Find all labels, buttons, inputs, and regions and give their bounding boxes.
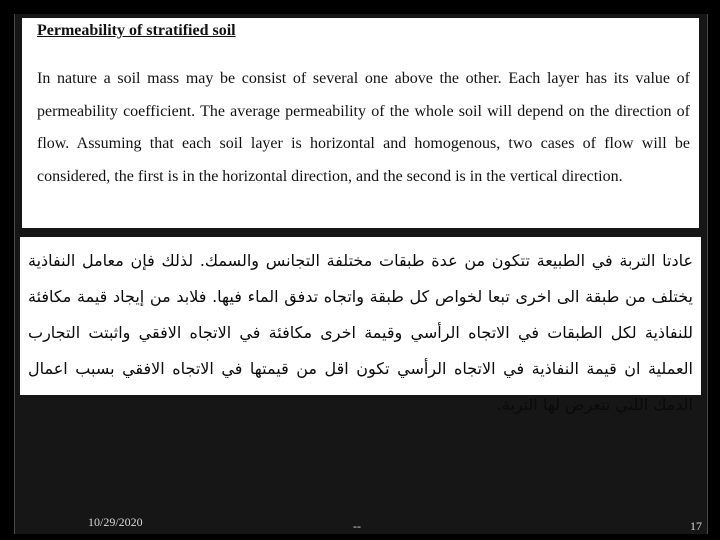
english-text-panel: [22, 18, 699, 228]
section-title: Permeability of stratified soil: [37, 22, 236, 39]
arabic-paragraph: عادتا التربة في الطبيعة تتكون من عدة طبقات مختلفة التجانس والسمك. لذلك فإن معامل النفاذية يختلف من طبقة الى اخرى تبعا لخواص كل طبقة واتجاه تدفق الماء فيها. فلابد من إيجاد قيمة مكافئة للنفاذية لكل الطبقات في الاتجاه الرأسي وقيمة اخرى مكافئة في الاتجاه الافقي واثبتت التجارب العملية ان قيمة النفاذية في الاتجاه الرأسي تكون اقل من قيمتها في الاتجاه الافقي بسبب اعمال الدمك اللتي تتعرض لها التربة.: [28, 251, 693, 414]
english-paragraph: In nature a soil mass may be consist of several one above the other. Each layer has its value of permeability coefficient. The average permeability of the whole soil will depend on the direction of flow. Assuming that each soil layer is horizontal and homogenous, two cases of flow will be considered, the first is in the horizontal direction, and the second is in the vertical direction.: [37, 70, 690, 185]
footer-center-text: --: [353, 519, 361, 533]
arabic-text-panel: [20, 237, 701, 414]
footer-date: 10/29/2020: [88, 515, 143, 529]
slide-number: 17: [690, 519, 702, 533]
